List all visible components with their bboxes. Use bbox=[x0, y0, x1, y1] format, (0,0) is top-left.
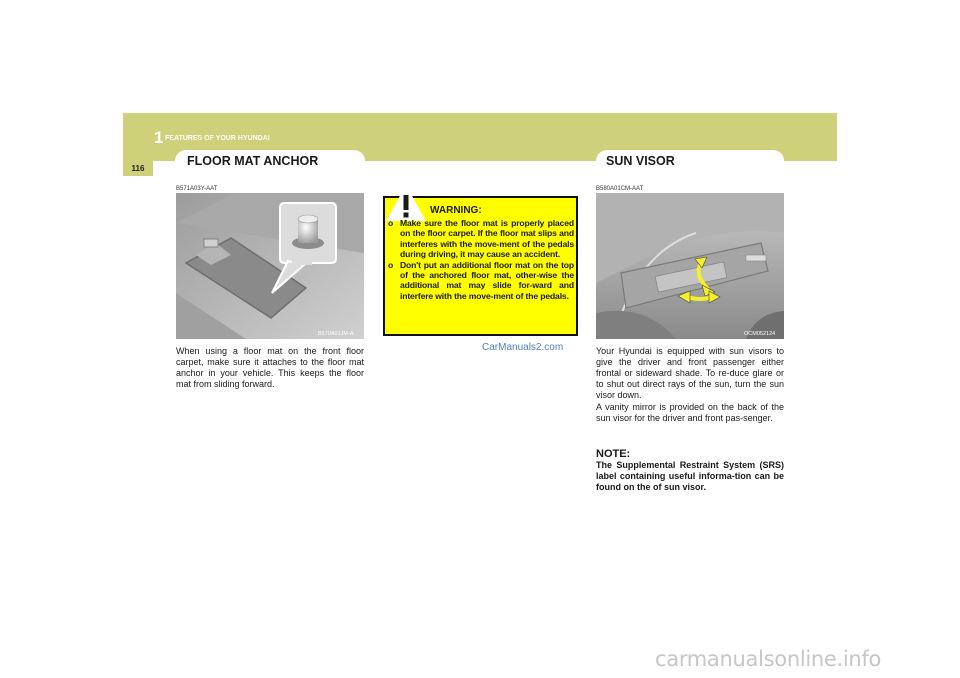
warning-item-text: Don't put an additional floor mat on the top of the anchored floor mat, other-wise the additional mat may slide for-ward and interfere with the move-ment of the pedals. bbox=[400, 259, 574, 301]
sun-visor-caption: OCM052124 bbox=[744, 331, 776, 337]
warning-item bbox=[388, 260, 574, 302]
sun-visor-body-2: A vanity mirror is provided on the back of the sun visor for the driver and front pas-senger. bbox=[596, 402, 784, 423]
sun-visor-illustration bbox=[596, 193, 784, 339]
page-number: 116 bbox=[123, 161, 153, 176]
section-title-sun-visor bbox=[596, 150, 784, 172]
floor-mat-code: B571A03Y-AAT bbox=[176, 186, 218, 192]
chapter-number: 1 bbox=[154, 128, 164, 147]
warning-item-text: Make sure the floor mat is properly placed on the floor carpet. If the floor mat slips and interferes with the move-ment of the pedals during driving, it may cause an accident. bbox=[400, 218, 574, 260]
warning-list bbox=[388, 218, 574, 301]
warning-title: WARNING: bbox=[430, 205, 482, 216]
note-body: The Supplemental Restraint System (SRS) label containing useful informa-tion can be found on the of sun visor. bbox=[596, 460, 784, 492]
sun-visor-photo bbox=[596, 193, 784, 339]
floor-mat-body: When using a floor mat on the front floor carpet, make sure it attaches to the floor mat anchor in your vehicle. This keeps the floor mat from sliding forward. bbox=[176, 346, 364, 389]
note-title: NOTE: bbox=[596, 448, 631, 460]
floor-mat-caption: B570A01JM-A bbox=[318, 331, 354, 337]
floor-mat-illustration bbox=[176, 193, 364, 339]
floor-mat-title: FLOOR MAT ANCHOR bbox=[187, 154, 319, 168]
floor-mat-photo bbox=[176, 193, 364, 339]
warning-bullet: o bbox=[388, 259, 394, 270]
site-watermark: carmanualsonline.info bbox=[655, 647, 882, 671]
sun-visor-title: SUN VISOR bbox=[606, 154, 675, 168]
warning-item bbox=[388, 218, 574, 260]
sun-visor-code: B580A01CM-AAT bbox=[596, 186, 644, 192]
sun-visor-body-1: Your Hyundai is equipped with sun visors to give the driver and front passenger either frontal or sideward shade. To re-duce glare or to shut out direct rays of the sun, turn the sun visor down. bbox=[596, 346, 784, 400]
carmanuals-link[interactable]: CarManuals2.com bbox=[482, 342, 564, 353]
chapter-title: FEATURES OF YOUR HYUNDAI bbox=[165, 135, 270, 142]
warning-bullet: o bbox=[388, 218, 394, 228]
section-title-floor-mat bbox=[175, 150, 365, 172]
exclamation-warning-icon bbox=[385, 184, 427, 222]
